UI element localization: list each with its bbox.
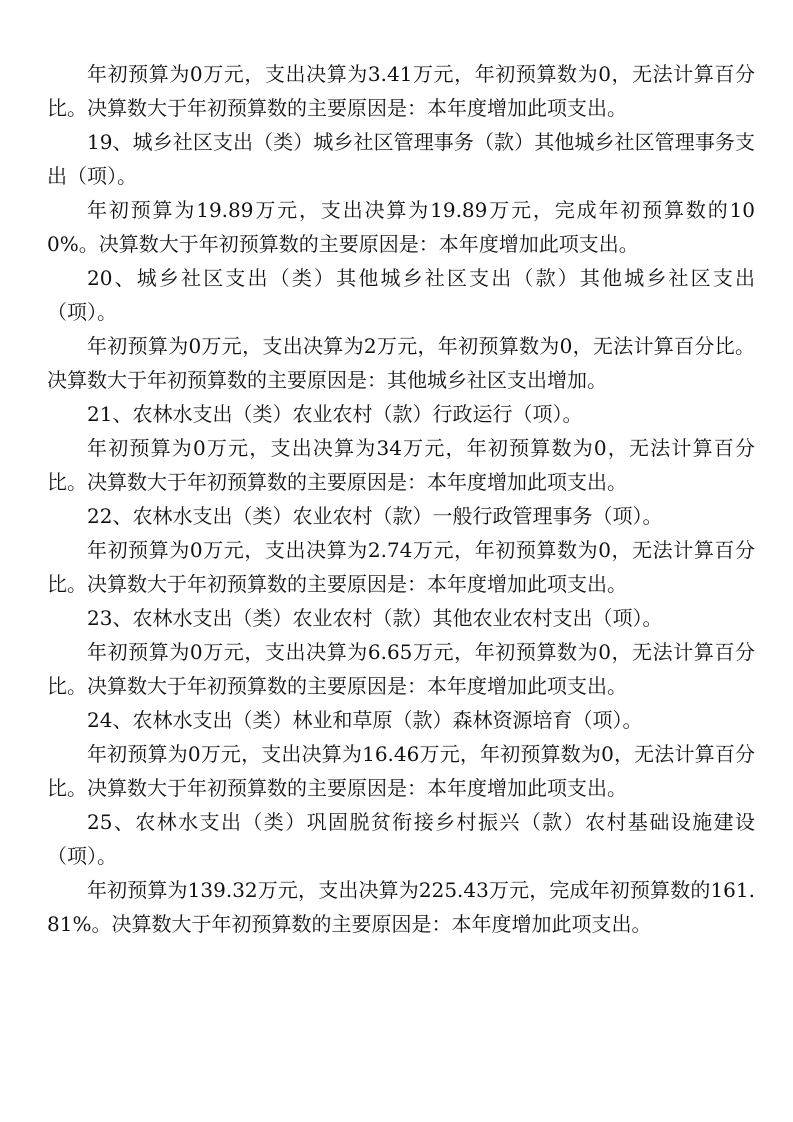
item-20-heading: 20、城乡社区支出（类）其他城乡社区支出（款）其他城乡社区支出（项）。: [47, 266, 755, 324]
item-23-detail: 年初预算为0万元，支出决算为6.65万元，年初预算数为0，无法计算百分比。决算数大于年初预算数的主要原因是：本年度增加此项支出。: [47, 640, 755, 698]
item-22-detail: 年初预算为0万元，支出决算为2.74万元，年初预算数为0，无法计算百分比。决算数大于年初预算数的主要原因是：本年度增加此项支出。: [47, 538, 755, 596]
item-20-detail: 年初预算为0万元，支出决算为2万元，年初预算数为0，无法计算百分比。决算数大于年初预算数的主要原因是：其他城乡社区支出增加。: [47, 334, 755, 392]
item-21-detail: 年初预算为0万元，支出决算为34万元，年初预算数为0，无法计算百分比。决算数大于年初预算数的主要原因是：本年度增加此项支出。: [47, 436, 755, 494]
item-25-detail: 年初预算为139.32万元，支出决算为225.43万元，完成年初预算数的161.81%。决算数大于年初预算数的主要原因是：本年度增加此项支出。: [47, 878, 755, 936]
item-19-detail: 年初预算为19.89万元，支出决算为19.89万元，完成年初预算数的100%。决算数大于年初预算数的主要原因是：本年度增加此项支出。: [47, 198, 755, 256]
item-21-heading: 21、农林水支出（类）农业农村（款）行政运行（项）。: [87, 402, 583, 426]
item-24-heading: 24、农林水支出（类）林业和草原（款）森林资源培育（项）。: [87, 708, 643, 732]
item-25-heading: 25、农林水支出（类）巩固脱贫衔接乡村振兴（款）农村基础设施建设（项）。: [47, 810, 755, 868]
item-19-heading: 19、城乡社区支出（类）城乡社区管理事务（款）其他城乡社区管理事务支出（项）。: [47, 130, 755, 188]
document-body: [47, 57, 755, 941]
item-24-detail: 年初预算为0万元，支出决算为16.46万元，年初预算数为0，无法计算百分比。决算数大于年初预算数的主要原因是：本年度增加此项支出。: [47, 742, 755, 800]
paragraph-1: 年初预算为0万元，支出决算为3.41万元，年初预算数为0，无法计算百分比。决算数大于年初预算数的主要原因是：本年度增加此项支出。: [47, 62, 755, 120]
item-22-heading: 22、农林水支出（类）农业农村（款）一般行政管理事务（项）。: [87, 504, 663, 528]
item-23-heading: 23、农林水支出（类）农业农村（款）其他农业农村支出（项）。: [87, 606, 663, 630]
